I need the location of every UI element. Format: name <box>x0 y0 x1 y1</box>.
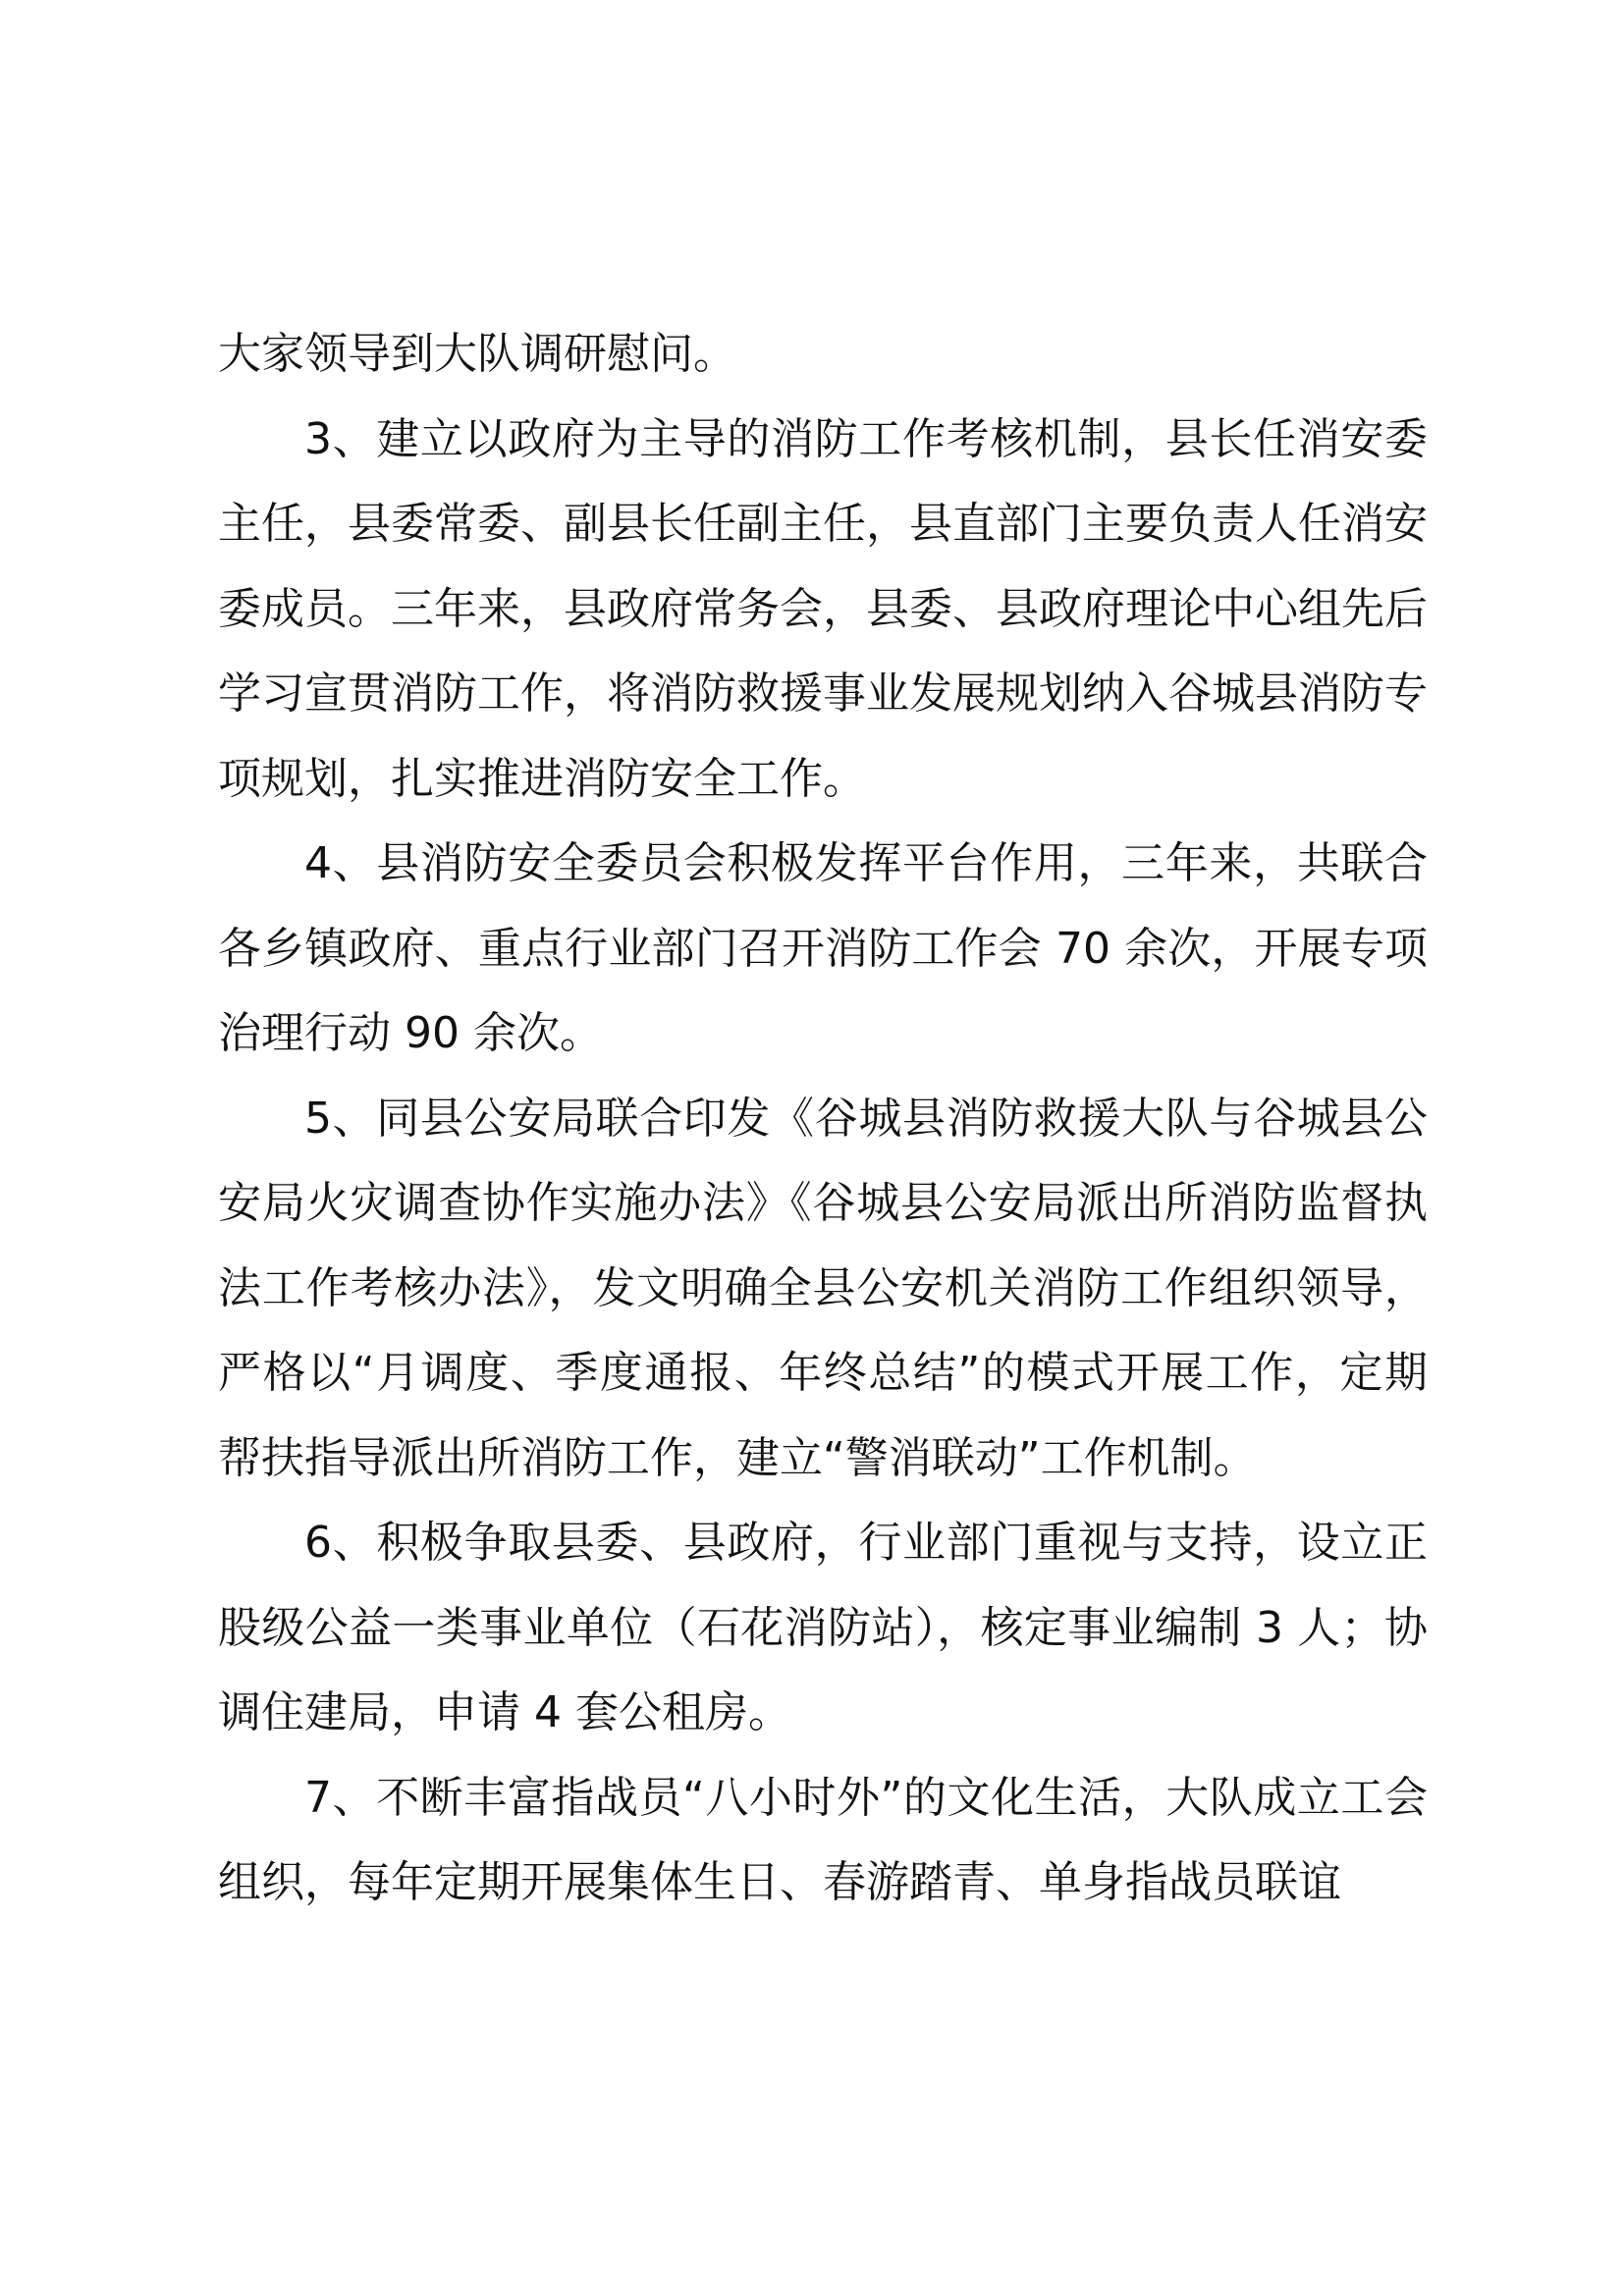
paragraph-item-6: 6、积极争取县委、县政府，行业部门重视与支持，设立正股级公益一类事业单位（石花消防站），核定事业编制 3 人；协调住建局，申请 4 套公租房。 <box>218 1518 1428 1737</box>
paragraph-item-5: 5、同县公安局联合印发《谷城县消防救援大队与谷城县公安局火灾调查协作实施办法》《谷城县公安局派出所消防监督执法工作考核办法》，发文明确全县公安机关消防工作组织领导，严格以“月调度、季度通报、年终总结”的模式开展工作，定期帮扶指导派出所消防工作，建立“警消联动”工作机制。 <box>218 1093 1428 1483</box>
paragraph-continuation: 大家领导到大队调研慰问。 <box>218 329 736 379</box>
paragraph-item-3: 3、建立以政府为主导的消防工作考核机制，县长任消安委主任，县委常委、副县长任副主任，县直部门主要负责人任消安委成员。三年来，县政府常务会，县委、县政府理论中心组先后学习宣贯消防工作，将消防救援事业发展规划纳入谷城县消防专项规划，扎实推进消防安全工作。 <box>218 413 1428 804</box>
paragraph-item-7: 7、不断丰富指战员“八小时外”的文化生活，大队成立工会组织，每年定期开展集体生日、春游踏青、单身指战员联谊 <box>218 1772 1428 1907</box>
document-body <box>218 312 1428 1926</box>
paragraph-item-4: 4、县消防安全委员会积极发挥平台作用，三年来，共联合各乡镇政府、重点行业部门召开消防工作会 70 余次，开展专项治理行动 90 余次。 <box>218 838 1428 1058</box>
